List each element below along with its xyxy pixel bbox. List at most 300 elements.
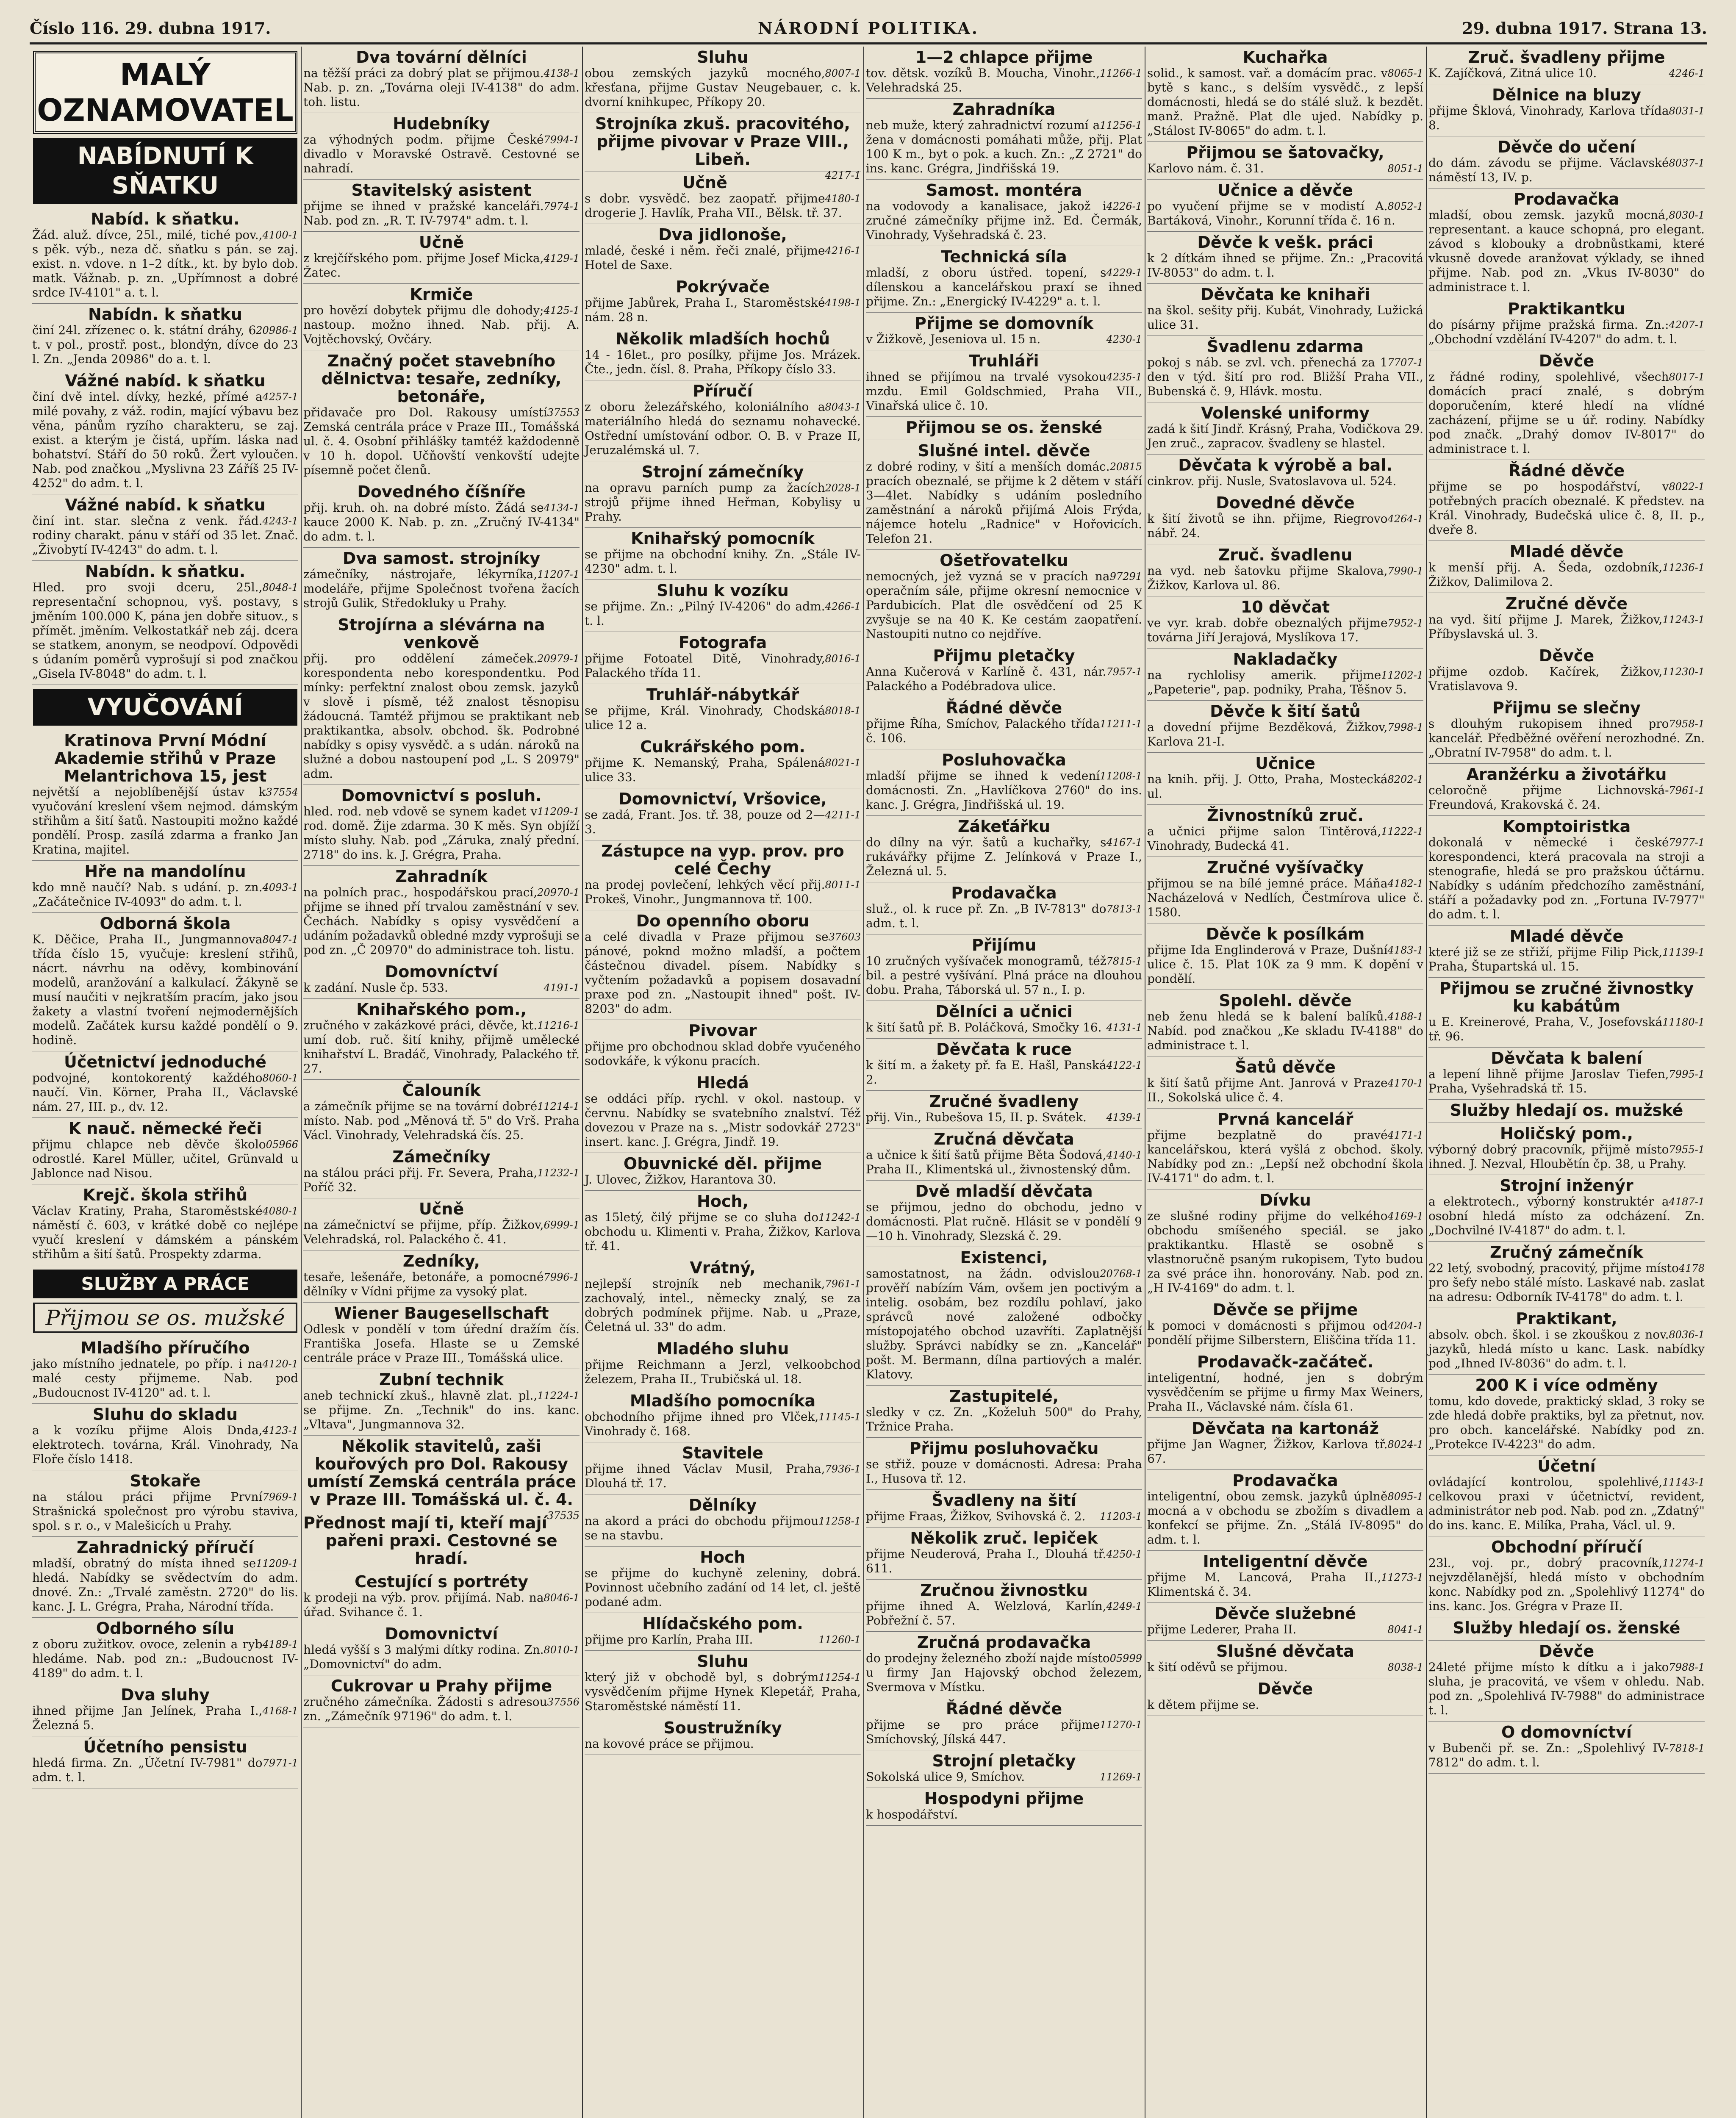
ad-body (866, 332, 1142, 347)
ad-body (32, 785, 298, 857)
ad-code: 8022-1 (1669, 481, 1705, 493)
ad-heading: Stavitele (682, 1444, 763, 1462)
column-1 (30, 47, 302, 2118)
ad-heading: Přijímu (971, 936, 1037, 954)
column-6 (1426, 47, 1707, 2118)
ad-heading: Domovníctví (385, 962, 498, 981)
ad-heading: Nabídn. k sňatku (88, 305, 242, 324)
ad-text: a lepení lihně přijme Jaroslav Tiefen, Praha, Vyšehradská tř. 15. (1428, 1067, 1669, 1095)
ad-text: aneb technickí zkuš., hlavně zlat. pl., se přijme. Zn. „Technik" do ins. kanc. „Vltava", Jungmannova 32. (303, 1389, 580, 1431)
ad-text: mladší přijme se ihned k vedení domácnosti. Zn. „Havlíčkova 2760" do ins. kanc. J. Grégra, Jindřišská ul. 19. (866, 769, 1142, 812)
ad-body (303, 885, 580, 957)
ad-text: k prodeji na výb. prov. přijímá. Nab. na úřad. Svihance č. 1. (303, 1591, 544, 1619)
classified-ad (866, 1698, 1142, 1750)
ad-text: přijme Jabůrek, Praha I., Staroměstské nám. 28 n. (585, 296, 825, 324)
ad-heading: Učně (419, 233, 464, 252)
ad-body (1147, 1570, 1423, 1599)
classified-ad (866, 645, 1142, 697)
classified-ad (1428, 1536, 1705, 1617)
classified-ad (1428, 541, 1705, 593)
classified-ad (585, 1651, 861, 1717)
ad-heading: Služby hledají os. ženské (1453, 1619, 1681, 1637)
classified-ad (1147, 544, 1423, 596)
classified-ad (1147, 1109, 1423, 1189)
classified-ad (866, 1438, 1142, 1490)
classified-ad (1428, 1242, 1705, 1308)
ad-heading: Komptoiristka (1502, 817, 1631, 836)
ad-code: 05966 (266, 1139, 298, 1150)
ad-body (1428, 1015, 1705, 1044)
ad-code: 11209-1 (256, 1558, 298, 1569)
classified-ad (866, 1580, 1142, 1632)
ad-code: 4093-1 (262, 882, 298, 893)
classified-ad (585, 580, 861, 632)
ad-text: s dlouhým rukopisem ihned pro kancelář. Předběžné ověření nerozhodné. Zn. „Obratní IV-7958" do adm. t. l. (1428, 717, 1705, 760)
classified-ad (585, 113, 861, 181)
classified-ad (303, 961, 580, 999)
ad-code: 7974-1 (544, 200, 580, 212)
ad-body (32, 1704, 298, 1733)
classified-ad (585, 1257, 861, 1338)
ad-body (32, 1357, 298, 1400)
ad-code: 05999 (1109, 1652, 1142, 1664)
classified-ad (866, 1039, 1142, 1091)
ad-body (1428, 1394, 1705, 1452)
ad-body (303, 981, 580, 995)
classified-ad (1147, 596, 1423, 649)
ad-text: nejlepší strojník neb mechanik, zachovalý, intel., německy znalý, se za dobrých podmínek přijme. Nab. u „Praze, Čeletná ul. 33" do adm. (585, 1277, 861, 1334)
ad-heading: Strojní inženýr (1500, 1176, 1633, 1195)
newspaper-page (30, 17, 1707, 2118)
ad-text: na stálou práci přij. Fr. Severa, Praha, Poříč 32. (303, 1166, 538, 1194)
ad-body (866, 460, 1142, 546)
ad-text: inteligentní, hodné, jen s dobrým vysvědčením se přijme u firmy Max Weiners, Praha II., Václavské nám. čísla 61. (1147, 1371, 1423, 1414)
ad-text: cinkrov. přij. Nusle, Svatoslavova ul. 524. (1147, 474, 1397, 488)
ad-heading: Cukrářského pom. (640, 737, 805, 756)
classified-ad (585, 684, 861, 736)
classified-ad (585, 276, 861, 328)
newspaper-name: NÁRODNÍ POLITIKA. (757, 19, 979, 38)
classified-ad (585, 1717, 861, 1755)
ad-text: přidavače pro Dol. Rakousy umístí Zemská centrála práce v Praze III., Tomášská ul. č. 4. Osobní přihlášky tamtéž každodenně v 10 h. dopol. Učňovští venkovští udejte písemně počet členů. (303, 405, 580, 477)
ad-heading: Nakladačky (1233, 650, 1338, 668)
ad-text: zámečníky, nástrojaře, lékyrníka, modeláře, přijme Společnost tvořena žacích strojů Gulik, Středokluky u Prahy. (303, 567, 580, 610)
ad-heading: Několik mladších hochů (615, 330, 830, 348)
ad-text: mladší, obratný do místa ihned se hledá. Nabídky se svědectvím do adm. dnové. Zn.: „Trvalé zaměstn. 2720" do lis. kanc. J. L. Grégra, Praha, Národní třída. (32, 1556, 298, 1613)
ad-text: k zadání. Nusle čp. 533. (303, 981, 448, 995)
ad-code: 11242-1 (818, 1211, 861, 1223)
ad-body (1147, 303, 1423, 332)
ad-heading: Sluhu (697, 48, 749, 67)
ad-text: as 15letý, čilý přijme se co sluha do obchodu u. Klimenti v. Praha, Žižkov, Karlova tř. 41. (585, 1210, 861, 1253)
ad-body (1147, 512, 1423, 541)
ad-list-col3 (582, 47, 863, 1755)
ad-heading: Odborného sílu (96, 1619, 235, 1638)
classified-ad (866, 1091, 1142, 1128)
classified-ad (1428, 1308, 1705, 1375)
ad-text: přijme ihned Václav Musil, Praha, Dlouhá tř. 17. (585, 1462, 825, 1490)
ad-body (1147, 720, 1423, 749)
ad-heading: Mladého sluhu (656, 1339, 789, 1358)
ad-code: 4187-1 (1669, 1196, 1705, 1208)
ad-body (303, 405, 580, 477)
ad-code: 8036-1 (1669, 1329, 1705, 1341)
classified-ad (866, 1750, 1142, 1788)
ad-heading: Děvče se přijme (1212, 1300, 1358, 1319)
ad-heading: Děvče k vešk. práci (1197, 233, 1373, 252)
ad-body (303, 199, 580, 228)
ad-heading: Přijmu posluhovačku (909, 1439, 1099, 1458)
ad-body (1147, 1489, 1423, 1547)
classified-ad (585, 736, 861, 788)
ad-text: Odlesk v pondělí v tom úřední dražím čís. Františka Josefa. Hlaste se u Zemské centrále práce v Praze III., Tomášská ulice. (303, 1322, 580, 1365)
ad-body (303, 1643, 580, 1672)
ad-code: 11270-1 (1100, 1719, 1142, 1731)
ad-body (303, 133, 580, 176)
ad-heading: Zruč. švadlenu (1218, 546, 1353, 564)
ad-text: a elektrotech., výborný konstruktér a osobní hledá místo za odcházení. Zn. „Dochvilné IV-4187" do adm. t. l. (1428, 1195, 1705, 1237)
classified-ad (1428, 350, 1705, 460)
ad-body (866, 835, 1142, 879)
ad-body (866, 1200, 1142, 1243)
ad-text: se oddáci příp. rychl. v okol. nastoup. v červnu. Nabídky se svatebního znalství. Též dovezou v Praze na s. „Mistr sodovkář 2723" insert. kanc. J. Grégra, Jindř. 19. (585, 1092, 861, 1149)
ad-heading: Sluhu k vozíku (657, 581, 789, 600)
ad-heading: Holičský pom., (1500, 1124, 1633, 1143)
ad-code: 20970-1 (537, 887, 580, 898)
ad-code: 4125-1 (544, 305, 580, 316)
ad-code: 20979-1 (537, 653, 580, 665)
ad-text: po vyučení přijme se v modistí A. Bartáková, Vinohr., Korunní třída č. 16 n. (1147, 199, 1395, 227)
ad-code: 11139-1 (1662, 946, 1705, 958)
ad-text: přijmou se na bílé jemné práce. Máňa Nacházelová v Nedlích, Čestmírova ulice č. 1580. (1147, 876, 1423, 919)
ad-text: tov. dětsk. vozíků B. Moucha, Vinohr., Velehradská 25. (866, 66, 1100, 94)
ad-body (585, 66, 861, 109)
ad-body (585, 1358, 861, 1386)
ad-body (32, 514, 298, 557)
ad-text: v Bubenči př. se. Zn.: „Spolehlivý IV-7812" do adm. t. l. (1428, 1741, 1669, 1769)
ad-body (1428, 1660, 1705, 1718)
ad-heading: Dělníky (688, 1496, 757, 1514)
ad-body (585, 1410, 861, 1439)
ad-code: 11230-1 (1662, 666, 1705, 678)
ad-body (303, 1322, 580, 1365)
classified-ad (585, 172, 861, 224)
ad-body (1428, 665, 1705, 693)
classified-ad (1147, 284, 1423, 336)
ad-heading: Slušné děvčata (1216, 1642, 1354, 1661)
ad-code: 8021-1 (825, 757, 861, 769)
ad-heading: Volenské uniformy (1201, 404, 1370, 422)
ad-heading: Zručná děvčata (934, 1130, 1074, 1148)
ad-text: jako místního jednatele, po příp. i na malé cesty přijmeme. Nab. pod „Budoucnost IV-4120" ad. t. l. (32, 1357, 298, 1400)
ad-body (585, 704, 861, 732)
ad-code: 37535 (547, 1510, 580, 1522)
classified-ad (1428, 84, 1705, 136)
classified-ad (32, 1118, 298, 1184)
ad-body (32, 1556, 298, 1614)
ad-body (1428, 370, 1705, 456)
ad-code: 4188-1 (1387, 1011, 1423, 1023)
classified-ad (866, 1181, 1142, 1247)
ad-heading: Zahradník (395, 867, 488, 886)
ad-text: přijme pro obchodnou sklad dobře vyučeného sodovkáře, k výkonu pracích. (585, 1040, 861, 1068)
ad-text: služ., ol. k ruce př. Zn. „B IV-7813" do adm. t. l. (866, 902, 1106, 930)
ad-text: přijme Reichmann a Jerzl, velkoobchod železem, Praha II., Trubičská ul. 18. (585, 1358, 861, 1386)
ad-body (32, 880, 298, 909)
ad-code: 11224-1 (537, 1390, 580, 1402)
section-title: MALÝ OZNAMOVATEL (33, 51, 297, 134)
ad-code: 11145-1 (818, 1411, 861, 1423)
ad-text: přijme Jan Wagner, Žižkov, Karlova tř. 67. (1147, 1437, 1388, 1466)
ad-heading: Dva sluhy (121, 1686, 210, 1704)
ad-code: 11258-1 (818, 1515, 861, 1527)
ad-heading: Šatů děvče (1235, 1058, 1336, 1076)
ad-heading: 10 děvčat (1240, 598, 1330, 616)
ad-text: k menší přij. A. Šeda, ozdobník, Žižkov, Dalimilova 2. (1428, 560, 1663, 589)
classified-ad (585, 1494, 861, 1547)
classified-ad (1147, 180, 1423, 232)
classified-ad (585, 1613, 861, 1651)
ad-body (32, 1071, 298, 1114)
ad-code: 8095-1 (1387, 1491, 1423, 1503)
ad-code: 4217-1 (825, 169, 861, 181)
ad-text: do dám. závodu se přijme. Václavské náměstí 13, IV. p. (1428, 156, 1669, 184)
ad-heading: Řádné děvče (946, 699, 1062, 717)
classified-ad (32, 1537, 298, 1618)
classified-ad (1428, 1455, 1705, 1536)
ad-text: k pomoci v domácnosti s přijmou od pondělí přijme Silberstern, Eliščina třída 11. (1147, 1319, 1416, 1347)
ad-body (866, 118, 1142, 176)
ad-text: hled. rod. neb vdově se synem kadet v rod. domě. Žije zdarma. 30 K měs. Syn objíží místo sluhy. Nab. pod „Záruka, znalý přední. 2718" do ins. k. J. Grégra, Praha. (303, 804, 580, 862)
ad-body (585, 547, 861, 576)
ad-code: 4120-1 (262, 1358, 298, 1370)
ad-body (1428, 1195, 1705, 1238)
ad-body (1428, 835, 1705, 922)
ad-body (866, 1148, 1142, 1177)
classified-ad (1428, 645, 1705, 697)
ad-body (32, 1423, 298, 1467)
ad-body (1147, 564, 1423, 593)
ad-body (585, 808, 861, 837)
ad-code: 7818-1 (1669, 1742, 1705, 1754)
ad-heading: Děvče služebné (1214, 1604, 1356, 1623)
classified-ad (866, 697, 1142, 749)
classified-ad (585, 47, 861, 113)
ad-body (32, 390, 298, 491)
ad-heading: Zahradnický příručí (76, 1538, 254, 1557)
ad-list-education (30, 730, 301, 1265)
ad-code: 4183-1 (1387, 944, 1423, 956)
ad-body (585, 1514, 861, 1543)
classified-ad (1428, 1175, 1705, 1242)
ad-code: 4171-1 (1387, 1129, 1423, 1141)
ad-body (866, 66, 1142, 95)
ad-code: 4129-1 (544, 252, 580, 264)
ad-heading: Příručí (693, 382, 753, 400)
ad-text: k hospodářství. (866, 1808, 958, 1821)
classified-ad (303, 481, 580, 548)
classified-ad (1147, 142, 1423, 180)
ad-body (1428, 66, 1705, 80)
ad-body (32, 1137, 298, 1181)
ad-text: který již v obchodě byl, s dobrým vysvědčením přijme Hynek Klepetář, Praha, Staroměstské náměstí 11. (585, 1670, 861, 1713)
ad-body (866, 569, 1142, 641)
ad-heading: Přijmou se šatovačky, (1186, 143, 1384, 162)
ad-heading: Zástupce na vyp. prov. pro celé Čechy (601, 842, 844, 878)
ad-text: podvojné, kontokorentý každého naučí. Vin. Körner, Praha II., Václavské nám. 27, III. p., dv. 12. (32, 1071, 298, 1114)
classified-ad (585, 328, 861, 380)
ad-code: 7813-1 (1106, 903, 1142, 915)
ad-heading: Mladé děvče (1509, 542, 1624, 561)
ad-body (585, 1210, 861, 1253)
ad-body (866, 1808, 1142, 1822)
ad-text: tomu, kdo dovede, praktický sklad, 3 roky se zde hledá dobře praktiks, byl za přetnut, nov. pro obch. kancelářské. Nabídky pod zn. „Protekce IV-4223" do adm. (1428, 1394, 1705, 1451)
ad-heading: Přijmu se slečny (1492, 699, 1641, 717)
ad-code: 8051-1 (1387, 163, 1423, 175)
ad-list-col5 (1145, 47, 1426, 1716)
ad-code: 11209-1 (537, 806, 580, 818)
ad-text: největší a nejoblíbenější ústav k vyučování kreslení všem nejmod. dámským střihům a šití šatů. Nastoupiti možno každé pondělí. Prosp. zasílá zdarma a franko Jan Kratina, majitel. (32, 785, 298, 857)
ad-code: 7952-1 (1387, 617, 1423, 629)
ad-text: Žád. aluž. dívce, 25l., milé, tiché pov., s pěk. výb., neza dč. sňatku s pán. se zaj. exist. n. vdove. n 1–2 dítk., kt. by bylo dob. matk. Vážnab. p. zn. „Upřímnost a dobré srdce IV-4101" a. t. l. (32, 228, 298, 299)
ad-text: zručného v zakázkové práci, děvče, kt. umí dob. ruč. šití knihy, přijmě umělecké knihařství L. Bradáč, Vinohrady, Palackého tř. 27. (303, 1018, 580, 1076)
ad-heading: Praktikant, (1516, 1309, 1617, 1328)
ad-text: přijme Říha, Smíchov, Palackého třída č. 106. (866, 717, 1100, 745)
ad-heading: Švadlenu zdarma (1206, 337, 1364, 356)
classified-ad (1147, 857, 1423, 923)
ad-text: celoročně přijme Lichnovská-Freundová, Krakovská č. 24. (1428, 783, 1669, 812)
ad-heading: Prodavačk-začáteč. (1197, 1353, 1374, 1371)
ad-text: na knih. přij. J. Otto, Praha, Mostecká ul. (1147, 772, 1388, 801)
ad-list-col6 (1426, 47, 1707, 1774)
ad-body (1147, 1698, 1423, 1712)
ad-body (866, 1110, 1142, 1125)
classified-ad (303, 1303, 580, 1369)
ad-list-col2 (301, 47, 582, 1727)
classified-ad (866, 47, 1142, 99)
ad-text: přij. Vin., Rubešova 15, II. p. Svátek. (866, 1110, 1087, 1124)
classified-ad (303, 1250, 580, 1303)
classified-ad (585, 632, 861, 684)
ad-text: za výhodných podm. přijme České divadlo v Moravské Ostravě. Cestovné se nahradí. (303, 133, 580, 175)
ad-heading: Děvče (1539, 352, 1595, 370)
ad-body (32, 323, 298, 366)
ad-code: 4216-1 (825, 245, 861, 257)
classified-ad (585, 380, 861, 461)
classified-ad (585, 461, 861, 528)
ad-text: se přijme do kuchyně zeleniny, dobrá. Povinnost učebního zadání od 14 let, cl. ještě podané adm. (585, 1566, 861, 1609)
ad-body (866, 1457, 1142, 1486)
ad-code: 7955-1 (1669, 1144, 1705, 1156)
ad-text: v Žižkově, Jeseniova ul. 15 n. (866, 332, 1041, 346)
classified-ad (1147, 1603, 1423, 1641)
ad-list-col4 (863, 47, 1145, 1826)
ad-text: přijme se ihned v pražské kanceláři. Nab. pod zn. „R. T. IV-7974" adm. t. l. (303, 199, 544, 227)
ad-heading: Strojní pletačky (932, 1752, 1076, 1770)
ad-body (1147, 1009, 1423, 1053)
ad-text: se přijmou, jedno do obchodu, jedno v domácnosti. Plat ručně. Hlásit se v pondělí 9—10 h. Vinohrady, Slezská č. 29. (866, 1200, 1142, 1243)
ad-heading: Stavitelský asistent (351, 181, 532, 200)
ad-body (866, 199, 1142, 242)
classified-ad (303, 1369, 580, 1436)
ad-text: 10 zručných vyšívaček monogramů, též bil. a pestré vyšívání. Plná práce na dlouhou dobu. Praha, Táborská ul. 57 n., I. p. (866, 954, 1142, 997)
ad-text: a celé divadla v Praze přijmou se pánové, poknd možno mladší, a počtem částečnou divadel. písem. Nabídky s vyčtením požadavků a popisem dosavadní praxe pod zn. „Nastoupit ihned" pošt. IV-8203" do adm. (585, 930, 861, 1016)
classified-ad (585, 840, 861, 910)
ad-body (585, 481, 861, 524)
ad-code: 8024-1 (1387, 1439, 1423, 1450)
ad-text: přijme Lederer, Praha II. (1147, 1622, 1297, 1636)
ad-heading: Hlídačského pom. (642, 1614, 803, 1633)
ad-code: 20815 (1109, 461, 1142, 473)
ad-body (32, 1637, 298, 1680)
column-4 (863, 47, 1145, 2118)
ad-text: obchodního přijme ihned pro Vlček, Vinohrady č. 168. (585, 1410, 819, 1438)
ad-code: 8017-1 (1669, 371, 1705, 383)
classified-ad (1428, 764, 1705, 816)
classified-ad (1147, 1551, 1423, 1603)
classified-ad (1147, 47, 1423, 142)
ad-code: 4207-1 (1669, 319, 1705, 331)
classified-ad (1428, 47, 1705, 84)
ad-text: mladší, z oboru ústřed. topení, s dílenskou a kancelářskou praxí se ihned přijme. Zn.: „Energický IV-4229" a. t. l. (866, 266, 1142, 308)
ad-text: k šití životů se ihn. přijme, Riegrovo nábř. 24. (1147, 512, 1388, 540)
ad-body (866, 1058, 1142, 1087)
classified-ad (303, 614, 580, 785)
classified-ad (866, 934, 1142, 1001)
ad-code: 4191-1 (544, 982, 580, 994)
ad-body (866, 717, 1142, 746)
ad-code: 4168-1 (262, 1705, 298, 1717)
ad-text: z oboru železářského, koloniálního a materiálního hledá do seznamu nohavecké. Ostřední umístování odbor. O. B. v Praze II, Jeruzalémská ul. 7. (585, 400, 861, 457)
ad-body (1147, 1076, 1423, 1105)
classified-ad (1147, 1641, 1423, 1678)
ad-heading: Truhláři (969, 352, 1039, 370)
ad-code: 4226-1 (1106, 200, 1142, 212)
ad-text: 22 letý, svobodný, pracovitý, přijme místo pro šefy nebo stálé místo. Laskavé nab. zaslat na adresu: Odborník IV-4178" do adm. t. l. (1428, 1261, 1705, 1304)
ad-code: 8016-1 (825, 653, 861, 665)
classified-ad (866, 417, 1142, 440)
classified-ad (32, 861, 298, 913)
ad-code: 4211-1 (825, 809, 861, 821)
ad-code: 7969-1 (262, 1491, 298, 1503)
classified-ad (303, 113, 580, 180)
classified-ad (585, 1390, 861, 1442)
classified-ad (1147, 753, 1423, 805)
ad-text: na vyd. šití přijme J. Marek, Žižkov, Příbyslavská ul. 3. (1428, 613, 1663, 641)
ad-code: 4167-1 (1106, 837, 1142, 848)
classified-ad (303, 1623, 580, 1675)
ad-heading: Účetního pensistu (83, 1738, 247, 1756)
ad-heading: K nauč. německé řeči (68, 1119, 262, 1138)
classified-ad (32, 561, 298, 685)
ad-body (303, 501, 580, 544)
ad-heading: Vážné nabíd. k sňatku (65, 496, 266, 514)
ad-heading: Řádné děvče (946, 1699, 1062, 1718)
classified-ad (866, 1490, 1142, 1528)
classified-ad (585, 1072, 861, 1153)
ad-body (1147, 876, 1423, 920)
ad-text: na zámečnictví se přijme, příp. Žižkov, Velehradská, rol. Palackého č. 41. (303, 1218, 544, 1246)
ad-body (866, 1509, 1142, 1524)
ad-heading: Hledá (696, 1073, 749, 1092)
ad-code: 11243-1 (1662, 614, 1705, 626)
ad-body (866, 1770, 1142, 1784)
classified-ad (303, 1436, 580, 1522)
ad-heading: Přijmou se os. ženské (905, 418, 1103, 437)
classified-ad (303, 1675, 580, 1727)
ad-code: 4170-1 (1387, 1077, 1423, 1089)
classified-ad (303, 1080, 580, 1146)
